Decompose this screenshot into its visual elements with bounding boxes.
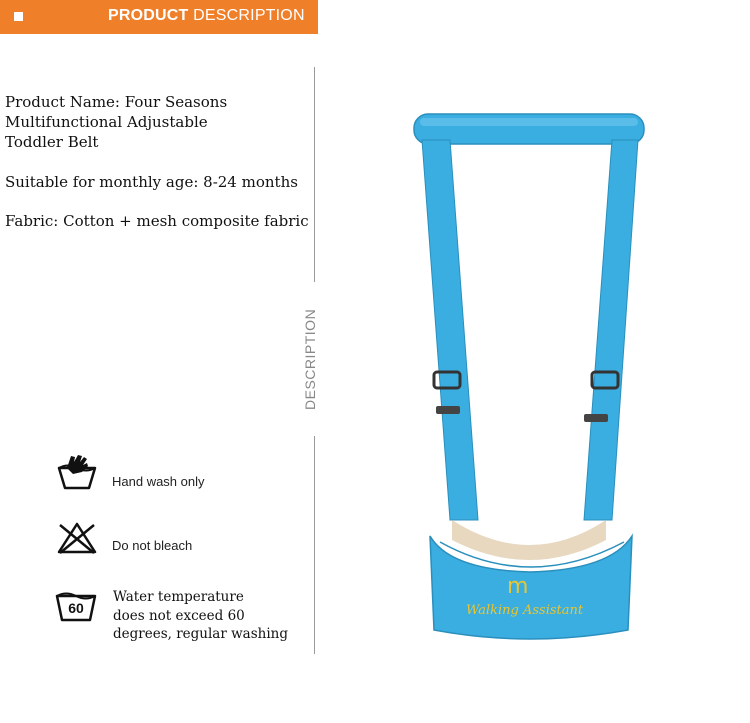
- wash-temperature-icon: [55, 590, 97, 622]
- no-bleach-icon: [56, 521, 98, 555]
- suitable-age: Suitable for monthly age: 8-24 months: [5, 173, 298, 191]
- hand-wash-icon: [55, 452, 99, 492]
- water-temp-line-1: Water temperature: [113, 589, 244, 605]
- wash-temperature-number: 60: [68, 600, 84, 616]
- water-temp-line-3: degrees, regular washing: [113, 626, 288, 642]
- product-name-line-2: Multifunctional Adjustable: [5, 113, 208, 131]
- divider-line-bottom: [314, 436, 315, 654]
- product-name-line-1: Product Name: Four Seasons: [5, 93, 228, 111]
- header-banner: [0, 0, 318, 34]
- divider-line-top: [314, 67, 315, 282]
- product-name-line-3: Toddler Belt: [5, 133, 99, 151]
- no-bleach-label: Do not bleach: [112, 538, 193, 553]
- brand-text: Walking Assistant: [466, 603, 584, 618]
- hand-wash-label: Hand wash only: [112, 474, 205, 489]
- divider-label: DESCRIPTION: [302, 308, 318, 410]
- water-temp-line-2: does not exceed 60: [113, 608, 245, 624]
- header-title: PRODUCT DESCRIPTION: [108, 7, 305, 24]
- fabric-info: Fabric: Cotton + mesh composite fabric: [5, 212, 309, 230]
- brand-logo-letter: m: [507, 574, 529, 599]
- toddler-belt-image: [400, 100, 660, 660]
- header-square-icon: [14, 12, 23, 21]
